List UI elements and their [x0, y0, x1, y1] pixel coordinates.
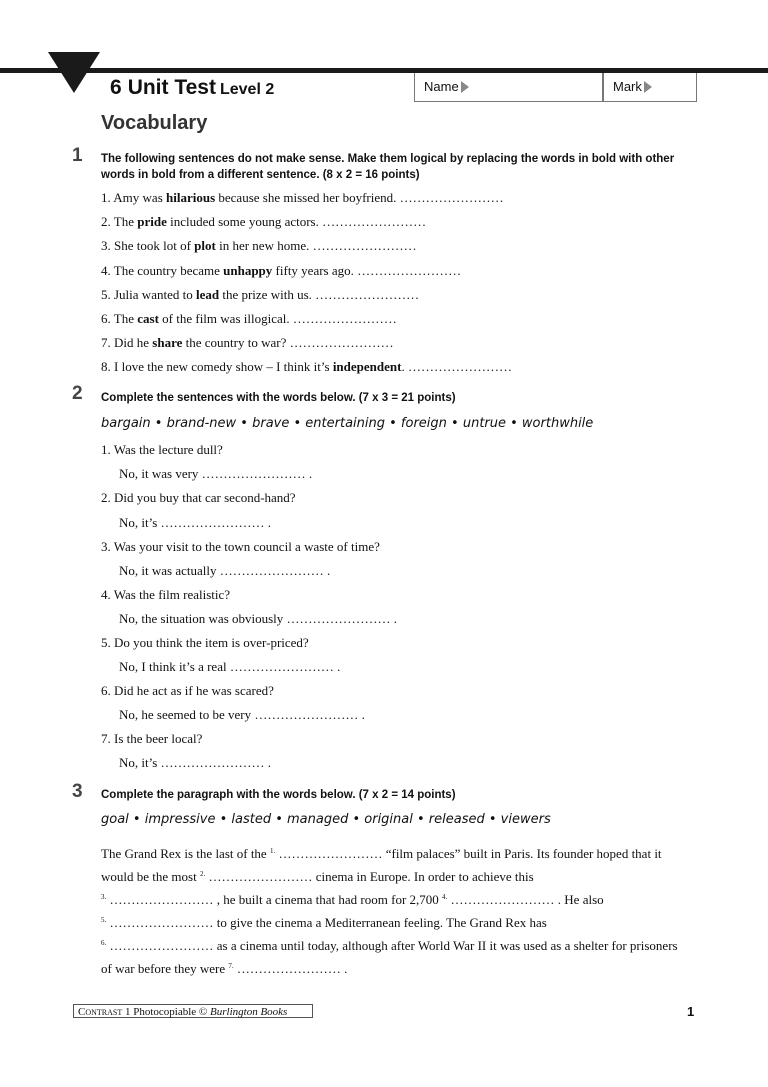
section2-wordbank: bargain • brand-new • brave • entertaining • foreign • untrue • worthwhile: [101, 416, 594, 431]
section1-item: 4. The country became unhappy fifty years ago. ……………………: [101, 263, 462, 278]
section2-answer: No, it’s …………………… .: [119, 515, 272, 530]
name-field[interactable]: [414, 73, 603, 102]
section2-answer: No, it was very …………………… .: [119, 466, 313, 481]
section2-answer: No, I think it’s a real …………………… .: [119, 659, 341, 674]
section2-number: 2: [72, 383, 83, 404]
section1-item: 3. She took lot of plot in her new home. ……………………: [101, 238, 417, 253]
unit-level: Level 2: [219, 81, 275, 98]
section2-instruction: Complete the sentences with the words below. (7 x 3 = 21 points): [101, 392, 456, 404]
section-heading: Vocabulary: [101, 112, 208, 134]
section1-number: 1: [72, 145, 83, 166]
unit-number: 6: [110, 76, 122, 99]
section2-answer: No, the situation was obviously …………………… .: [119, 611, 398, 626]
section1-instruction-line2: words in bold from a different sentence. (8 x 2 = 16 points): [101, 169, 420, 181]
section1-item: 8. I love the new comedy show – I think it’s independent. ……………………: [101, 359, 512, 374]
mark-label: Mark: [613, 79, 642, 94]
section3-wordbank: goal • impressive • lasted • managed • original • released • viewers: [101, 812, 551, 827]
unit-title: Unit Test: [127, 76, 216, 99]
header-triangle-icon: [48, 52, 100, 93]
section1-instruction-line1: The following sentences do not make sense. Make them logical by replacing the words in bold with other: [101, 153, 675, 165]
section1-item: 5. Julia wanted to lead the prize with us. ……………………: [101, 287, 420, 302]
section2-question: 2. Did you buy that car second-hand?: [101, 490, 296, 505]
section2-question: 6. Did he act as if he was scared?: [101, 683, 274, 698]
section3-instruction: Complete the paragraph with the words below. (7 x 2 = 14 points): [101, 789, 456, 801]
name-arrow-icon: [461, 81, 469, 93]
section3-number: 3: [72, 781, 83, 802]
section1-item: 2. The pride included some young actors. ……………………: [101, 214, 427, 229]
section2-question: 4. Was the film realistic?: [101, 587, 231, 602]
name-label: Name: [424, 79, 459, 94]
section2-question: 1. Was the lecture dull?: [101, 442, 223, 457]
section2-answer: No, it’s …………………… .: [119, 755, 272, 770]
mark-field[interactable]: [603, 73, 697, 102]
section2-question: 7. Is the beer local?: [101, 731, 203, 746]
page-title: [110, 76, 274, 100]
section1-instruction: [101, 151, 701, 183]
page-number: 1: [687, 1004, 695, 1019]
section2-answer: No, it was actually …………………… .: [119, 563, 331, 578]
footer-credit: Contrast 1 Photocopiable © Burlington Books: [73, 1004, 313, 1018]
mark-arrow-icon: [644, 81, 652, 93]
section1-item: 7. Did he share the country to war? ……………………: [101, 335, 394, 350]
section3-paragraph: The Grand Rex is the last of the $^{1.}$ …………………… “film palaces” built in Paris. Its founder hoped that it would be the most $^{2.}$ …………………… cinema in Europe. In order to achieve this $^{3.}$ …………………… , he built a cinema that had room for 2,700 $^{4.}$ …………………… . He also $^{5.}$ …………………… to give the cinema a Mediterranean feeling. The Grand Rex has $^{6.}$ …………………… as a cinema until today, although after World War II it was used as a shelter for prisoners of war before they were $^{7.}$ …………………… .: [101, 846, 678, 976]
section1-item: 1. Amy was hilarious because she missed her boyfriend. ……………………: [101, 190, 504, 205]
section2-question: 5. Do you think the item is over-priced?: [101, 635, 309, 650]
section1-item: 6. The cast of the film was illogical. ……………………: [101, 311, 397, 326]
section2-answer: No, he seemed to be very …………………… .: [119, 707, 365, 722]
section2-question: 3. Was your visit to the town council a waste of time?: [101, 539, 380, 554]
